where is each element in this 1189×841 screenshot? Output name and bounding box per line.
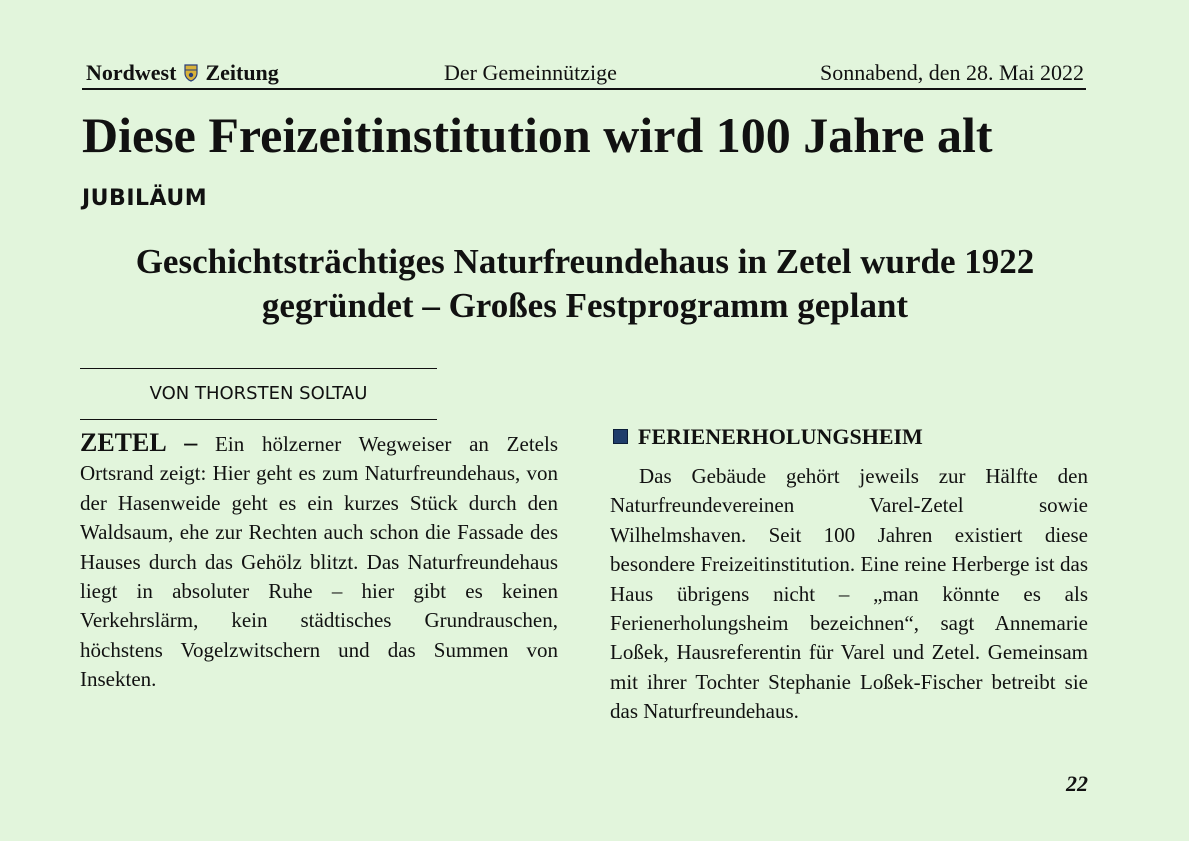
section-heading-text: FERIENERHOLUNGSHEIM xyxy=(638,424,923,449)
newspaper-logo xyxy=(86,60,279,88)
square-bullet-icon xyxy=(613,429,628,444)
section-name: Der Gemeinnützige xyxy=(444,60,617,85)
brand-left: Nordwest xyxy=(86,60,177,85)
byline-box xyxy=(80,368,437,420)
brand-right: Zeitung xyxy=(205,60,279,85)
crest-icon xyxy=(184,62,198,88)
section-text: Das Gebäude gehört jeweils zur Hälfte den Naturfreundevereinen Varel-Zetel sowie Wilhelmshaven. Seit 100 Jahren existiert diese besondere Freizeitinstitution. Eine reine Herberge ist das Haus übrigens nicht – „man könnte es als Ferienerholungsheim bezeichnen“, sagt Annemarie Loßek, Hausreferentin für Varel und Zetel. Gemeinsam mit ihrer Tochter Stephanie Loßek-Fischer betreibt sie das Naturfreundehaus. xyxy=(610,464,1088,724)
article-kicker: JUBILÄUM xyxy=(82,186,208,211)
masthead xyxy=(82,58,1086,90)
page-number: 22 xyxy=(1066,771,1088,796)
lead-column xyxy=(80,428,558,695)
dateline: ZETEL – xyxy=(80,428,198,457)
byline: VON THORSTEN SOLTAU xyxy=(149,383,368,404)
issue-date: Sonnabend, den 28. Mai 2022 xyxy=(820,60,1084,85)
section-heading xyxy=(613,424,923,450)
lead-text: Ein hölzerner Wegweiser an Zetels Ortsrand zeigt: Hier geht es zum Naturfreundehaus, von der Hasenweide geht es ein kurzes Stück durch den Waldsaum, ehe zur Rechten auch schon die Fassade des Hauses durch das Gehölz blitzt. Das Naturfreundehaus liegt in absoluter Ruhe – hier gibt es keinen Verkehrslärm, kein städtisches Grundrauschen, höchstens Vogelzwitschern und das Summen von Insekten. xyxy=(80,432,558,692)
article-headline: Diese Freizeitinstitution wird 100 Jahre alt xyxy=(82,107,993,163)
article-subhead: Geschichtsträchtiges Naturfreundehaus in Zetel wurde 1922 gegründet – Großes Festprogramm geplant xyxy=(135,242,1035,325)
